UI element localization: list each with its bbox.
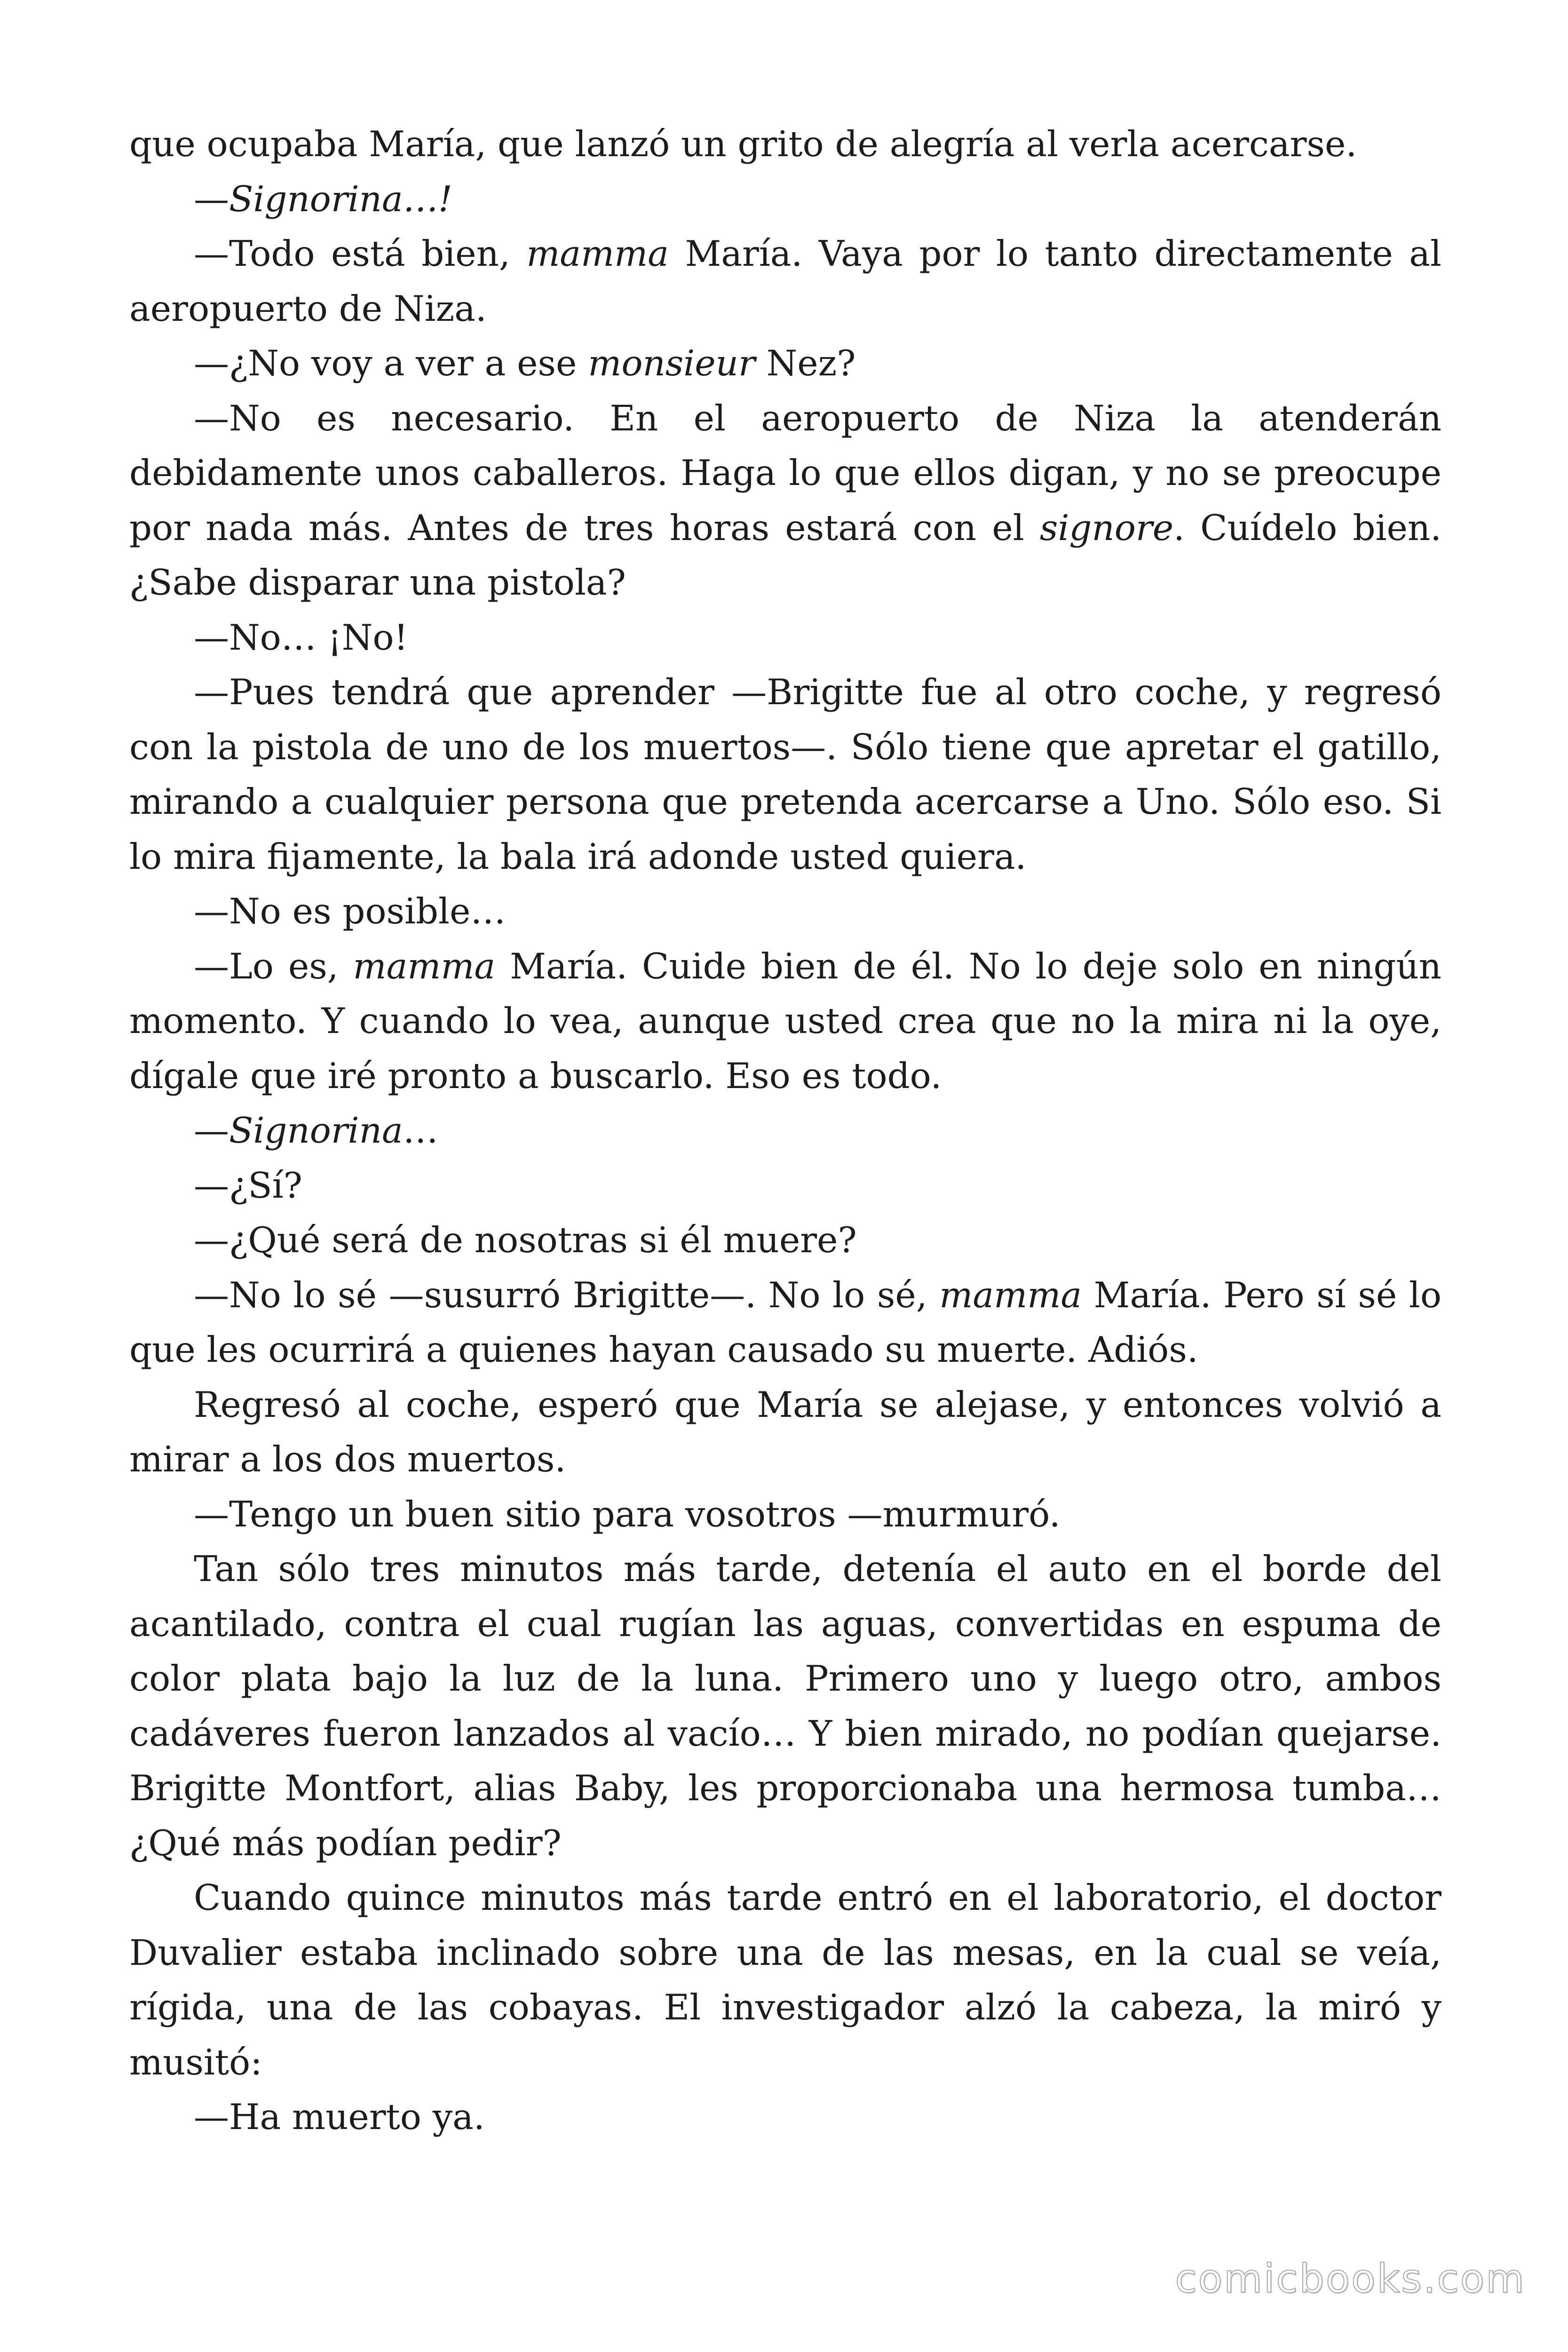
paragraph (129, 610, 1441, 665)
text-run: — (194, 1110, 229, 1151)
text-run: —¿Sí? (194, 1164, 302, 1206)
italic-run: mamma (526, 233, 669, 274)
paragraph (129, 226, 1441, 336)
italic-run: Signorina…! (229, 178, 452, 220)
paragraph (129, 884, 1441, 939)
italic-run: mamma (939, 1274, 1082, 1316)
paragraph (129, 172, 1441, 227)
paragraph (129, 1268, 1441, 1377)
text-run: María. Cuide bien de él. No lo deje solo en ningún momento. Y cuando lo vea, aunque usted crea que no la mira ni la oye, dígale que iré pronto a buscarlo. Eso es todo. (129, 945, 1441, 1097)
paragraph (129, 391, 1441, 610)
text-run: —Todo está bien, (194, 233, 527, 274)
paragraph (129, 2090, 1441, 2145)
paragraph (129, 1213, 1441, 1268)
text-run: María. Vaya por lo tanto directamente al aeropuerto de Niza. (129, 233, 1441, 329)
paragraph (129, 336, 1441, 391)
paragraph (129, 1158, 1441, 1213)
paragraph (129, 1870, 1441, 2090)
text-run: Cuando quince minutos más tarde entró en el laboratorio, el doctor Duvalier estaba inclinado sobre una de las mesas, en la cual se veía, rígida, una de las cobayas. El investigador alzó la cabeza, la miró y musitó: (129, 1877, 1441, 2083)
italic-run: mamma (353, 945, 496, 987)
paragraph (129, 1542, 1441, 1870)
paragraph (129, 1103, 1441, 1158)
text-run: — (194, 178, 229, 220)
paragraph (129, 1487, 1441, 1542)
text-run: —No es posible… (194, 890, 506, 932)
book-page-text (129, 117, 1441, 2145)
text-run: que ocupaba María, que lanzó un grito de alegría al verla acercarse. (129, 123, 1357, 165)
text-run: Tan sólo tres minutos más tarde, detenía el auto en el borde del acantilado, contra el cual rugían las aguas, convertidas en espuma de color plata bajo la luz de la luna. Primero uno y luego otro, ambos cadáveres fueron lanzados al vacío… Y bien mirado, no podían quejarse. Brigitte Montfort, alias Baby, les proporcionaba una hermosa tumba… ¿Qué más podían pedir? (129, 1548, 1441, 1864)
italic-run: Signorina (229, 1110, 403, 1151)
text-run: —Lo es, (194, 945, 353, 987)
text-run: Regresó al coche, esperó que María se alejase, y entonces volvió a mirar a los dos muertos. (129, 1383, 1441, 1480)
text-run: —Ha muerto ya. (194, 2096, 485, 2137)
text-run: —No lo sé —susurró Brigitte—. No lo sé, (194, 1274, 940, 1316)
text-run: —¿Qué será de nosotras si él muere? (194, 1219, 857, 1261)
text-run: María. Pero sí sé lo que les ocurrirá a quienes hayan causado su muerte. Adiós. (129, 1274, 1441, 1370)
text-run: … (403, 1110, 438, 1151)
text-run: —No es necesario. En el aeropuerto de Niza la atenderán debidamente unos caballeros. Haga lo que ellos digan, y no se preocupe por nada más. Antes de tres horas estará con el (129, 397, 1441, 548)
paragraph (129, 939, 1441, 1104)
text-run: . Cuídelo bien. ¿Sabe disparar una pistola? (129, 507, 1441, 603)
italic-run: monsieur (588, 342, 755, 384)
paragraph (129, 1377, 1441, 1487)
italic-run: signore (1039, 507, 1174, 548)
text-run: Nez? (755, 342, 856, 384)
text-run: —No… ¡No! (194, 616, 408, 658)
text-run: —Pues tendrá que aprender —Brigitte fue al otro coche, y regresó con la pistola de uno de los muertos—. Sólo tiene que apretar el gatillo, mirando a cualquier persona que pretenda acercarse a Uno. Sólo eso. Si lo mira fijamente, la bala irá adonde usted quiera. (129, 671, 1441, 877)
text-run: —Tengo un buen sitio para vosotros —murmuró. (194, 1493, 1061, 1535)
paragraph (129, 665, 1441, 884)
paragraph (129, 117, 1441, 172)
text-run: —¿No voy a ver a ese (194, 342, 588, 384)
watermark: comicbooks.com (1175, 2256, 1526, 2302)
